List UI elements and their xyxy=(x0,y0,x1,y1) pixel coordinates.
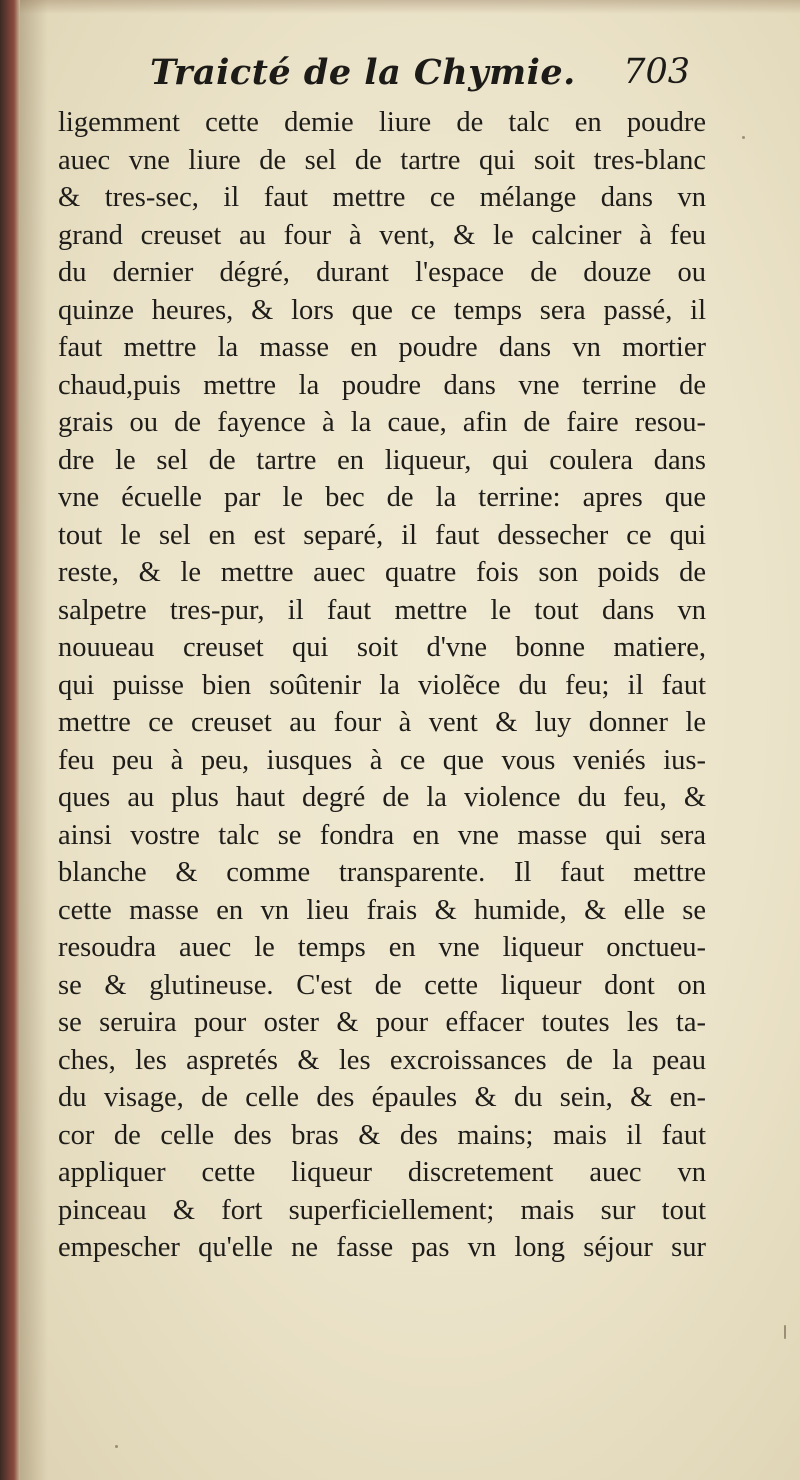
text-line: qui puisse bien soûtenir la violẽce du feu; il faut xyxy=(58,669,706,701)
text-line: quinze heures, & lors que ce temps sera passé, il xyxy=(58,294,706,326)
paper-speck xyxy=(115,1445,118,1448)
text-line: grand creuset au four à vent, & le calciner à feu xyxy=(58,219,706,251)
text-line: salpetre tres-pur, il faut mettre le tout dans vn xyxy=(58,594,706,626)
text-line: du visage, de celle des épaules & du sein, & en- xyxy=(58,1082,706,1113)
text-line: grais ou de fayence à la caue, afin de faire resou- xyxy=(58,407,706,438)
text-line: ligemment cette demie liure de talc en poudre xyxy=(58,107,706,138)
text-line: cette masse en vn lieu frais & humide, & elle se xyxy=(58,894,706,926)
text-line: pinceau & fort superficiellement; mais sur tout xyxy=(58,1194,706,1226)
text-line: feu peu à peu, iusques à ce que vous veniés ius- xyxy=(58,744,706,776)
page-number: 703 xyxy=(623,52,690,92)
text-line: reste, & le mettre auec quatre fois son poids de xyxy=(58,557,706,588)
text-line: resoudra auec le temps en vne liqueur onctueu- xyxy=(58,932,706,963)
text-line: empescher qu'elle ne fasse pas vn long séjour sur xyxy=(58,1232,706,1263)
body-text xyxy=(58,104,706,1267)
text-line: mettre ce creuset au four à vent & luy donner le xyxy=(58,707,706,738)
text-line: dre le sel de tartre en liqueur, qui coulera dans xyxy=(58,444,706,476)
top-edge-stain xyxy=(20,0,800,14)
paper-speck xyxy=(784,1325,786,1339)
text-line: cor de celle des bras & des mains; mais il faut xyxy=(58,1119,706,1151)
text-line: auec vne liure de sel de tartre qui soit tres-blanc xyxy=(58,144,706,176)
text-line: chaud,puis mettre la poudre dans vne terrine de xyxy=(58,369,706,401)
text-line: se & glutineuse. C'est de cette liqueur dont on xyxy=(58,969,706,1001)
text-line: du dernier dégré, durant l'espace de douze ou xyxy=(58,257,706,288)
text-line: appliquer cette liqueur discretement auec vn xyxy=(58,1157,706,1188)
text-line: ches, les aspretés & les excroissances de la peau xyxy=(58,1044,706,1076)
text-line: & tres-sec, il faut mettre ce mélange dans vn xyxy=(58,182,706,213)
page-header xyxy=(150,52,690,102)
text-line: ques au plus haut degré de la violence du feu, & xyxy=(58,782,706,813)
binding-edge xyxy=(0,0,20,1480)
running-title: Traicté de la Chymie. xyxy=(150,52,576,93)
text-line: ainsi vostre talc se fondra en vne masse qui sera xyxy=(58,819,706,851)
paper-speck xyxy=(742,136,745,139)
text-line: nouueau creuset qui soit d'vne bonne matiere, xyxy=(58,632,706,663)
text-line: tout le sel en est separé, il faut dessecher ce qui xyxy=(58,519,706,551)
text-line: blanche & comme transparente. Il faut mettre xyxy=(58,857,706,888)
gutter-shadow xyxy=(20,0,48,1480)
text-line: vne écuelle par le bec de la terrine: apres que xyxy=(58,482,706,513)
text-line: se seruira pour oster & pour effacer toutes les ta- xyxy=(58,1007,706,1038)
text-line: faut mettre la masse en poudre dans vn mortier xyxy=(58,332,706,363)
